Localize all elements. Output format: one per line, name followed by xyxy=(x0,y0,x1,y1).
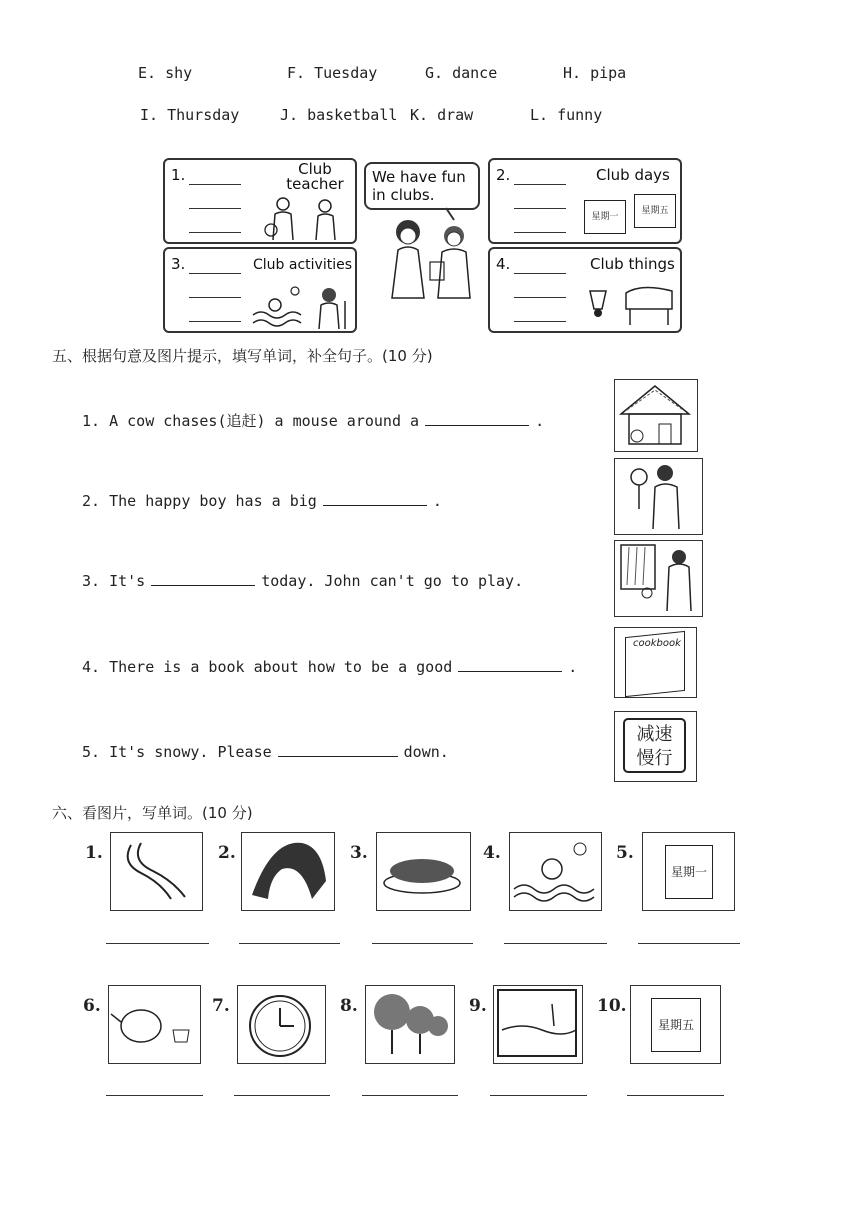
speech-bubble xyxy=(364,162,480,210)
item-number: 1. xyxy=(85,843,103,863)
swimming-singing-icon xyxy=(251,281,355,331)
answer-blank[interactable] xyxy=(278,742,398,757)
cookbook-picture-icon xyxy=(614,627,697,698)
item-number: 5. xyxy=(616,843,634,863)
teachers-illustration-icon xyxy=(261,196,353,242)
option-f: F. Tuesday xyxy=(287,64,378,82)
calendar-friday-picture-icon xyxy=(630,985,721,1064)
item-number: 8. xyxy=(340,996,358,1016)
road-picture-icon xyxy=(110,832,203,911)
bridge-picture-icon xyxy=(241,832,335,911)
answer-blank[interactable] xyxy=(323,491,427,506)
club-days-box xyxy=(488,158,682,244)
box-title: Club teacher xyxy=(286,160,344,193)
trees-picture-icon xyxy=(365,985,455,1064)
item-number: 7. xyxy=(212,996,230,1016)
answer-blank[interactable] xyxy=(638,943,740,944)
box-number: 4. xyxy=(496,255,511,273)
teapot-picture-icon xyxy=(108,985,201,1064)
item-number: 6. xyxy=(83,996,101,1016)
item-number: 2. xyxy=(218,843,236,863)
answer-blank[interactable] xyxy=(234,1095,330,1096)
slow-down-sign-icon xyxy=(614,711,697,782)
section5-item-3: 3. It's today. John can't go to play. xyxy=(82,572,524,590)
answer-blank[interactable] xyxy=(458,657,562,672)
answer-blank[interactable] xyxy=(372,943,473,944)
cookbook-label: cookbook xyxy=(633,638,681,649)
answer-blank[interactable] xyxy=(106,943,209,944)
food-plate-picture-icon xyxy=(376,832,471,911)
sign-line-2: 慢行 xyxy=(636,748,673,769)
item-number: 9. xyxy=(469,996,487,1016)
swimming-picture-icon xyxy=(509,832,602,911)
section5-heading: 五、根据句意及图片提示，填写单词，补全句子。(10 分) xyxy=(52,347,433,365)
calendar-friday-icon: 星期五 xyxy=(634,194,676,228)
calendar-monday-icon: 星期一 xyxy=(584,200,626,234)
answer-blank[interactable] xyxy=(151,571,255,586)
two-students-icon xyxy=(380,206,480,306)
answer-blank[interactable] xyxy=(239,943,340,944)
section5-item-4: 4. There is a book about how to be a good . xyxy=(82,658,578,676)
section5-item-1: 1. A cow chases(追赶) a mouse around a . xyxy=(82,412,545,430)
box-number: 2. xyxy=(496,166,511,184)
section6-heading: 六、看图片，写单词。(10 分) xyxy=(52,804,253,822)
option-l: L. funny xyxy=(530,106,603,124)
item-number: 10. xyxy=(597,996,627,1016)
box-number: 1. xyxy=(171,166,186,184)
sign-line-1: 减速 xyxy=(636,724,673,745)
box-title: Club activities xyxy=(253,257,352,273)
club-things-box xyxy=(488,247,682,333)
calendar-day-label: 星期五 xyxy=(651,998,701,1052)
item-number: 3. xyxy=(350,843,368,863)
box-number: 3. xyxy=(171,255,186,273)
box-title: Club things xyxy=(590,255,675,273)
answer-blank[interactable] xyxy=(106,1095,203,1096)
calendar-day-label: 星期一 xyxy=(665,845,713,899)
section5-item-5: 5. It's snowy. Please down. xyxy=(82,743,449,761)
section5-item-2: 2. The happy boy has a big . xyxy=(82,492,442,510)
option-i: I. Thursday xyxy=(140,106,240,124)
option-g: G. dance xyxy=(425,64,498,82)
answer-blank[interactable] xyxy=(490,1095,587,1096)
option-j: J. basketball xyxy=(280,106,398,124)
boy-lollipop-picture-icon xyxy=(614,458,703,535)
option-e: E. shy xyxy=(138,64,193,82)
option-h: H. pipa xyxy=(563,64,627,82)
answer-blank[interactable] xyxy=(362,1095,458,1096)
item-number: 4. xyxy=(483,843,501,863)
option-k: K. draw xyxy=(410,106,474,124)
answer-blank[interactable] xyxy=(425,411,529,426)
answer-blank[interactable] xyxy=(504,943,607,944)
beach-picture-icon xyxy=(493,985,583,1064)
club-activities-box xyxy=(163,247,357,333)
rainy-window-picture-icon xyxy=(614,540,703,617)
speech-text: We have fun in clubs. xyxy=(372,168,466,204)
clock-picture-icon xyxy=(237,985,326,1064)
house-picture-icon xyxy=(614,379,698,452)
club-teacher-box xyxy=(163,158,357,244)
box-title: Club days xyxy=(596,166,670,184)
answer-blank[interactable] xyxy=(627,1095,724,1096)
badminton-piano-icon xyxy=(586,279,680,329)
calendar-monday-picture-icon xyxy=(642,832,735,911)
